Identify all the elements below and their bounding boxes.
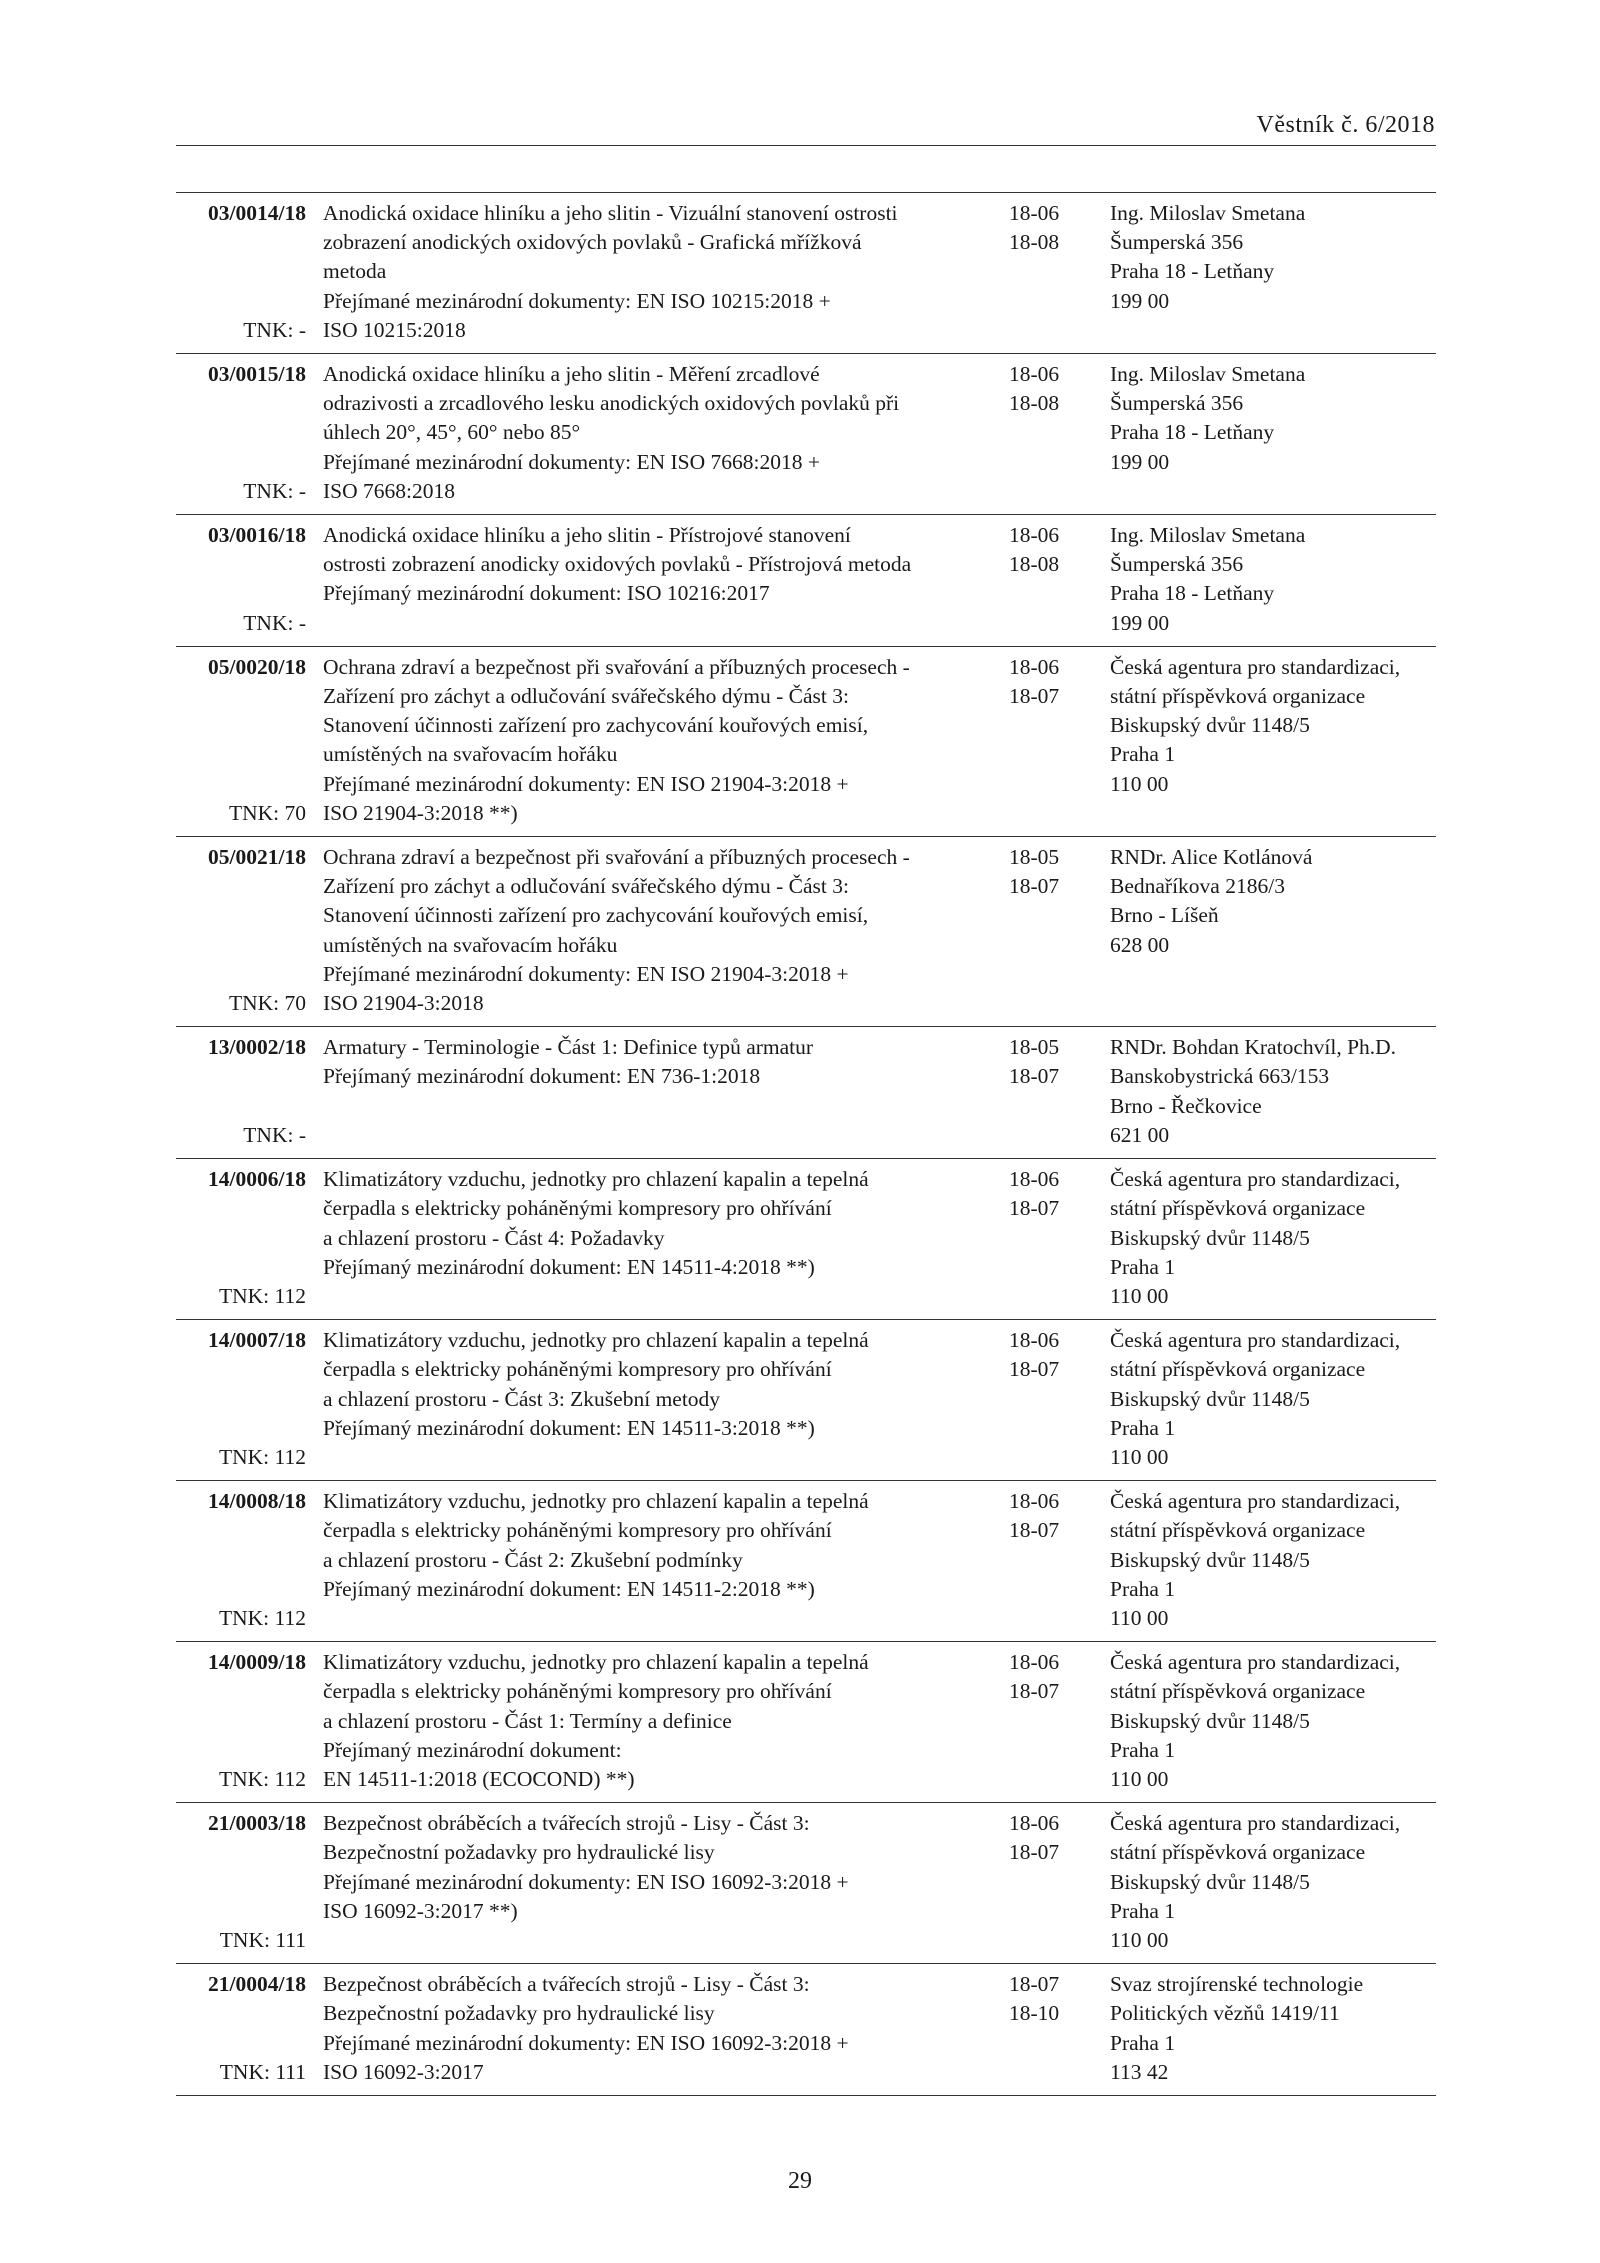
entry-contact-line: Brno - Řečkovice [1110,1093,1262,1118]
entry-code-column [176,843,306,1018]
entry-date: 18-07 [1009,874,1060,899]
entry-description [306,1326,1009,1472]
entry-adopted-documents: Přejímané mezinárodní dokumenty: EN ISO 21904-3:2018 + ISO 21904-3:2018 **) [323,771,849,825]
entry-adopted-documents: Přejímaný mezinárodní dokument: EN 14511-3:2018 **) [323,1415,815,1440]
entry-title: Anodická oxidace hliníku a jeho slitin - Přístrojové stanovení ostrosti zobrazení anodicky oxidových povlaků - Přístrojová metoda [323,523,912,577]
entry-adopted-documents: Přejímané mezinárodní dokumenty: EN ISO 21904-3:2018 + ISO 21904-3:2018 [323,961,849,1016]
entry-contact-line: Biskupský dvůr 1148/5 [1110,1386,1310,1411]
entry-contact-line: Biskupský dvůr 1148/5 [1110,1708,1310,1733]
entry-dates [1009,1809,1110,1955]
entry-date: 18-06 [1009,362,1060,387]
entry-adopted-documents: Přejímaný mezinárodní dokument: EN 14511-4:2018 **) [323,1254,815,1279]
standard-entry [176,1641,1436,1802]
standard-entry [176,1026,1436,1158]
entry-contact-line: Praha 1 [1110,1254,1176,1279]
entry-contact-line: státní příspěvková organizace [1110,1196,1366,1221]
entry-contact-line: 199 00 [1110,288,1170,313]
entry-contact [1110,1487,1436,1633]
entry-title: Klimatizátory vzduchu, jednotky pro chlazení kapalin a tepelná čerpadla s elektricky poháněnými kompresory pro ohřívání a chlazení prostoru - Část 2: Zkušební podmínky [323,1489,869,1572]
entry-date: 18-10 [1009,2001,1060,2026]
entry-dates [1009,843,1110,1018]
entry-code: 03/0014/18 [208,201,306,225]
entry-contact-line: 110 00 [1110,1605,1169,1630]
entry-contact [1110,1033,1436,1150]
entry-date: 18-08 [1009,391,1060,416]
entry-contact-line: Praha 1 [1110,742,1176,767]
entry-title: Bezpečnost obráběcích a tvářecích strojů - Lisy - Část 3: Bezpečnostní požadavky pro hydraulické lisy [323,1811,810,1865]
entry-code-column [176,1165,306,1311]
entry-contact-line: 110 00 [1110,771,1169,796]
entry-date: 18-05 [1009,1035,1060,1060]
entry-contact [1110,360,1436,506]
entry-dates [1009,1648,1110,1794]
entry-dates [1009,199,1110,345]
entry-contact-line: státní příspěvková organizace [1110,1679,1366,1704]
entry-contact-line: Šumperská 356 [1110,391,1244,416]
entry-tnk: TNK: 70 [228,800,306,825]
entry-contact-line: Praha 18 - Letňany [1110,581,1275,606]
entry-contact-line: státní příspěvková organizace [1110,1840,1366,1865]
entry-code: 14/0008/18 [208,1489,306,1514]
entry-code-column [176,1487,306,1633]
entry-adopted-documents: Přejímaný mezinárodní dokument: EN 736-1:2018 [323,1064,761,1089]
journal-issue-title: Věstník č. 6/2018 [1256,112,1435,138]
entry-contact [1110,1809,1436,1955]
entry-date: 18-07 [1009,684,1060,709]
entry-title: Anodická oxidace hliníku a jeho slitin - Měření zrcadlové odrazivosti a zrcadlového lesku anodických oxidových povlaků při úhlech 20°, 45°, 60° nebo 85° [323,362,900,445]
entry-tnk: TNK: 112 [219,1766,306,1791]
entry-title: Anodická oxidace hliníku a jeho slitin - Vizuální stanovení ostrosti zobrazení anodických oxidových povlaků - Grafická mřížková metoda [323,201,898,284]
entry-code: 05/0021/18 [208,845,306,870]
entry-contact [1110,653,1436,828]
entry-dates [1009,1165,1110,1311]
entry-description [306,1033,1009,1150]
entry-contact-line: 110 00 [1110,1444,1169,1469]
entry-contact-line: Česká agentura pro standardizaci, [1110,654,1401,679]
entry-date: 18-06 [1009,1811,1060,1836]
entry-code: 03/0015/18 [208,362,306,387]
entry-code: 14/0009/18 [208,1650,306,1675]
entry-code-column [176,521,306,638]
entry-adopted-documents: Přejímaný mezinárodní dokument: EN 14511-2:2018 **) [323,1576,815,1601]
entry-date: 18-06 [1009,1489,1060,1514]
entry-title: Ochrana zdraví a bezpečnost při svařování a příbuzných procesech - Zařízení pro záchyt a odlučování svářečského dýmu - Část 3: Stanovení účinnosti zařízení pro zachycování kouřových emisí, umístěných na svařovacím hořáku [323,654,910,767]
standard-entry [176,353,1436,514]
entry-code: 05/0020/18 [208,654,306,679]
entry-tnk: TNK: 112 [219,1444,306,1469]
standard-entry [176,1802,1436,1963]
entry-contact-line: státní příspěvková organizace [1110,1518,1366,1543]
entry-code-column [176,653,306,828]
standard-entry [176,514,1436,646]
entry-contact-line: Svaz strojírenské technologie [1110,1972,1364,1997]
entry-title: Bezpečnost obráběcích a tvářecích strojů - Lisy - Část 3: Bezpečnostní požadavky pro hydraulické lisy [323,1972,810,2026]
entry-code-column [176,360,306,506]
entry-description [306,653,1009,828]
entry-contact-line: Ing. Miloslav Smetana [1110,201,1306,225]
entry-dates [1009,1487,1110,1633]
entry-code-column [176,1033,306,1150]
entry-contact-line: státní příspěvková organizace [1110,1357,1366,1382]
entry-dates [1009,1033,1110,1150]
entry-title: Armatury - Terminologie - Část 1: Definice typů armatur [323,1035,814,1060]
entry-contact-line: Česká agentura pro standardizaci, [1110,1328,1401,1353]
entry-contact [1110,1970,1436,2087]
entry-date: 18-06 [1009,654,1060,679]
entry-description [306,1809,1009,1955]
entry-tnk: TNK: - [243,478,306,503]
entry-date: 18-06 [1009,1328,1060,1353]
entry-contact-line: Česká agentura pro standardizaci, [1110,1167,1401,1192]
entry-description [306,199,1009,345]
entry-contact-line: Ing. Miloslav Smetana [1110,362,1306,387]
entry-code: 13/0002/18 [208,1035,306,1060]
header-divider [176,145,1436,146]
entry-date: 18-07 [1009,1064,1060,1089]
entry-title: Klimatizátory vzduchu, jednotky pro chlazení kapalin a tepelná čerpadla s elektricky poháněnými kompresory pro ohřívání a chlazení prostoru - Část 1: Termíny a definice [323,1650,869,1733]
entry-description [306,1487,1009,1633]
entry-contact-line: 113 42 [1110,2059,1169,2084]
entry-contact-line: Praha 1 [1110,1576,1176,1601]
entry-dates [1009,1326,1110,1472]
entry-code-column [176,199,306,345]
entry-code: 14/0006/18 [208,1167,306,1192]
entry-tnk: TNK: 112 [219,1283,306,1308]
standard-entry [176,646,1436,836]
entry-contact [1110,521,1436,638]
entry-contact-line: Banskobystrická 663/153 [1110,1064,1330,1089]
entry-contact-line: Bednaříkova 2186/3 [1110,874,1285,899]
entry-date: 18-08 [1009,552,1060,577]
entry-description [306,843,1009,1018]
entry-title: Ochrana zdraví a bezpečnost při svařování a příbuzných procesech - Zařízení pro záchyt a odlučování svářečského dýmu - Část 3: Stanovení účinnosti zařízení pro zachycování kouřových emisí, umístěných na svařovacím hořáku [323,845,910,957]
entry-tnk: TNK: 112 [219,1605,306,1630]
entry-date: 18-07 [1009,1357,1060,1382]
entry-code-column [176,1809,306,1955]
entry-date: 18-07 [1009,1196,1060,1221]
entry-code: 21/0004/18 [208,1972,306,1997]
entry-contact-line: RNDr. Bohdan Kratochvíl, Ph.D. [1110,1035,1397,1060]
standard-entry [176,836,1436,1026]
entry-adopted-documents: Přejímané mezinárodní dokumenty: EN ISO 16092-3:2018 + ISO 16092-3:2017 **) [323,1869,849,1923]
entry-adopted-documents: Přejímané mezinárodní dokumenty: EN ISO 7668:2018 + ISO 7668:2018 [323,449,820,503]
entry-contact-line: Biskupský dvůr 1148/5 [1110,1225,1310,1250]
entry-contact-line: Praha 18 - Letňany [1110,259,1275,284]
entry-contact-line: 199 00 [1110,449,1170,474]
entry-contact-line: Šumperská 356 [1110,552,1244,577]
entry-contact-line: 110 00 [1110,1283,1169,1308]
entry-dates [1009,521,1110,638]
standard-entry [176,192,1436,353]
entry-adopted-documents: Přejímaný mezinárodní dokument: EN 14511-1:2018 (ECOCOND) **) [323,1737,635,1791]
entry-tnk: TNK: - [243,317,306,342]
entry-title: Klimatizátory vzduchu, jednotky pro chlazení kapalin a tepelná čerpadla s elektricky poháněnými kompresory pro ohřívání a chlazení prostoru - Část 3: Zkušební metody [323,1328,869,1411]
entry-adopted-documents: Přejímaný mezinárodní dokument: ISO 10216:2017 [323,581,770,606]
entry-contact-line: 110 00 [1110,1766,1169,1791]
entry-date: 18-07 [1009,1840,1060,1865]
entry-description [306,360,1009,506]
entry-contact-line: 621 00 [1110,1122,1170,1147]
entry-contact-line: RNDr. Alice Kotlánová [1110,845,1313,870]
entry-contact-line: Ing. Miloslav Smetana [1110,523,1306,548]
entry-date: 18-07 [1009,1972,1060,1997]
entry-date: 18-06 [1009,1167,1060,1192]
entry-contact [1110,1326,1436,1472]
entry-contact-line: 199 00 [1110,610,1170,635]
standard-entry [176,1963,1436,2096]
entry-tnk: TNK: 70 [228,991,306,1016]
entry-date: 18-06 [1009,201,1060,225]
entry-code-column [176,1326,306,1472]
entry-contact-line: Brno - Líšeň [1110,903,1219,928]
entry-contact [1110,1648,1436,1794]
entry-adopted-documents: Přejímané mezinárodní dokumenty: EN ISO 10215:2018 + ISO 10215:2018 [323,288,831,342]
entry-description [306,521,1009,638]
entry-contact-line: Česká agentura pro standardizaci, [1110,1650,1401,1675]
entry-contact-line: Praha 1 [1110,1737,1176,1762]
entry-date: 18-07 [1009,1518,1060,1543]
entry-contact-line: Politických vězňů 1419/11 [1110,2001,1340,2026]
standard-entry [176,1480,1436,1641]
entry-date: 18-06 [1009,523,1060,548]
entry-adopted-documents: Přejímané mezinárodní dokumenty: EN ISO 16092-3:2018 + ISO 16092-3:2017 [323,2030,849,2084]
entry-description [306,1648,1009,1794]
entry-contact-line: Česká agentura pro standardizaci, [1110,1489,1401,1514]
entry-dates [1009,360,1110,506]
entry-code-column [176,1970,306,2087]
entry-contact-line: Česká agentura pro standardizaci, [1110,1811,1401,1836]
entry-contact [1110,1165,1436,1311]
entry-tnk: TNK: - [243,1122,306,1147]
entry-date: 18-06 [1009,1650,1060,1675]
entry-description [306,1970,1009,2087]
entry-tnk: TNK: 111 [219,1927,306,1952]
entry-dates [1009,1970,1110,2087]
entry-contact [1110,199,1436,345]
entry-contact-line: Biskupský dvůr 1148/5 [1110,1547,1310,1572]
entry-contact-line: Praha 18 - Letňany [1110,420,1275,445]
entry-contact-line: státní příspěvková organizace [1110,684,1366,709]
entry-date: 18-07 [1009,1679,1060,1704]
entry-contact-line: Biskupský dvůr 1148/5 [1110,1869,1310,1894]
standards-table [176,192,1436,2096]
entry-contact-line: 110 00 [1110,1927,1169,1952]
entry-dates [1009,653,1110,828]
entry-date: 18-05 [1009,845,1060,870]
entry-title: Klimatizátory vzduchu, jednotky pro chlazení kapalin a tepelná čerpadla s elektricky poháněnými kompresory pro ohřívání a chlazení prostoru - Část 4: Požadavky [323,1167,869,1250]
entry-contact-line: Praha 1 [1110,2030,1176,2055]
entry-contact-line: Biskupský dvůr 1148/5 [1110,713,1310,738]
entry-contact-line: 628 00 [1110,932,1170,957]
entry-contact-line: Praha 1 [1110,1415,1176,1440]
entry-tnk: TNK: - [243,610,306,635]
entry-date: 18-08 [1009,230,1060,255]
entry-contact-line: Praha 1 [1110,1898,1176,1923]
entry-code: 21/0003/18 [208,1811,306,1836]
entry-code: 14/0007/18 [208,1328,306,1353]
standard-entry [176,1158,1436,1319]
entry-contact [1110,843,1436,1018]
entry-contact-line: Šumperská 356 [1110,230,1244,255]
entry-code: 03/0016/18 [208,523,306,548]
entry-description [306,1165,1009,1311]
entry-tnk: TNK: 111 [219,2059,306,2084]
page-number: 29 [788,2168,812,2194]
entry-code-column [176,1648,306,1794]
standard-entry [176,1319,1436,1480]
